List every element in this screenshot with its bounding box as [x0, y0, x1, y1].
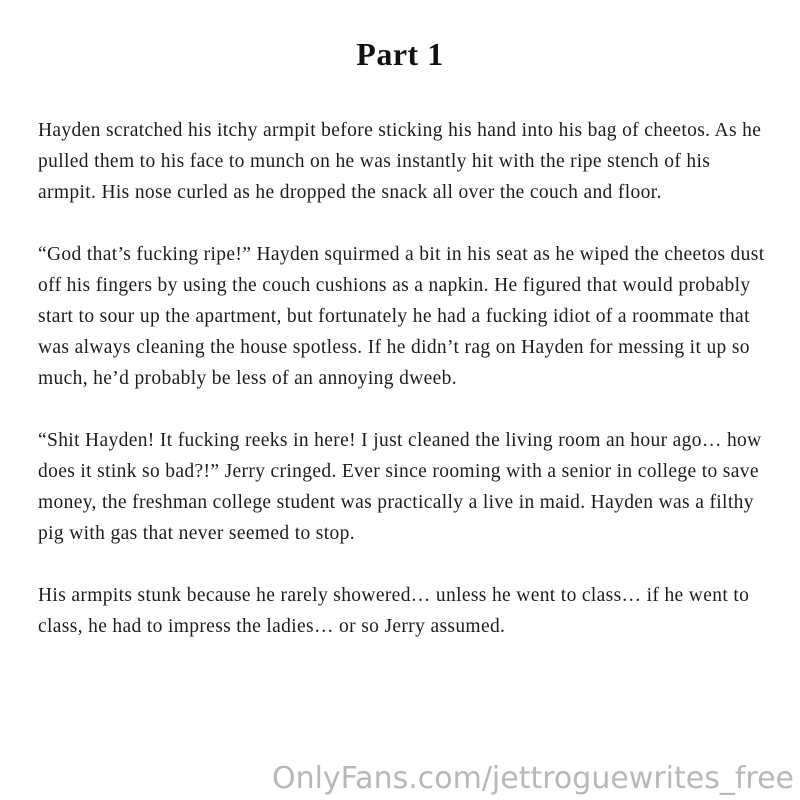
paragraph-3: “Shit Hayden! It fucking reeks in here! I just cleaned the living room an hour ago… how does it stink so bad?!” Jerry cringed. Ever since rooming with a senior in college to save money, the freshman college student was practically a live in maid. Hayden was a filthy pig with gas that never seemed to stop. — [38, 430, 762, 544]
paragraph-1: Hayden scratched his itchy armpit before sticking his hand into his bag of cheetos. As he pulled them to his face to munch on he was instantly hit with the ripe stench of his armpit. His nose curled as he dropped the snack all over the couch and floor. — [38, 120, 762, 203]
paragraph-4: His armpits stunk because he rarely showered… unless he went to class… if he went to class, he had to impress the ladies… or so Jerry assumed. — [38, 585, 750, 637]
story-body — [38, 115, 768, 673]
paragraph-2: “God that’s fucking ripe!” Hayden squirmed a bit in his seat as he wiped the cheetos dust off his fingers by using the couch cushions as a napkin. He figured that would probably start to sour up the apartment, but fortunately he had a fucking idiot of a roommate that was always cleaning the house spotless. If he didn’t rag on Hayden for messing it up so much, he’d probably be less of an annoying dweeb. — [38, 244, 765, 389]
watermark-text: OnlyFans.com/jettroguewrites_free — [271, 761, 794, 796]
page-title: Part 1 — [356, 36, 444, 72]
